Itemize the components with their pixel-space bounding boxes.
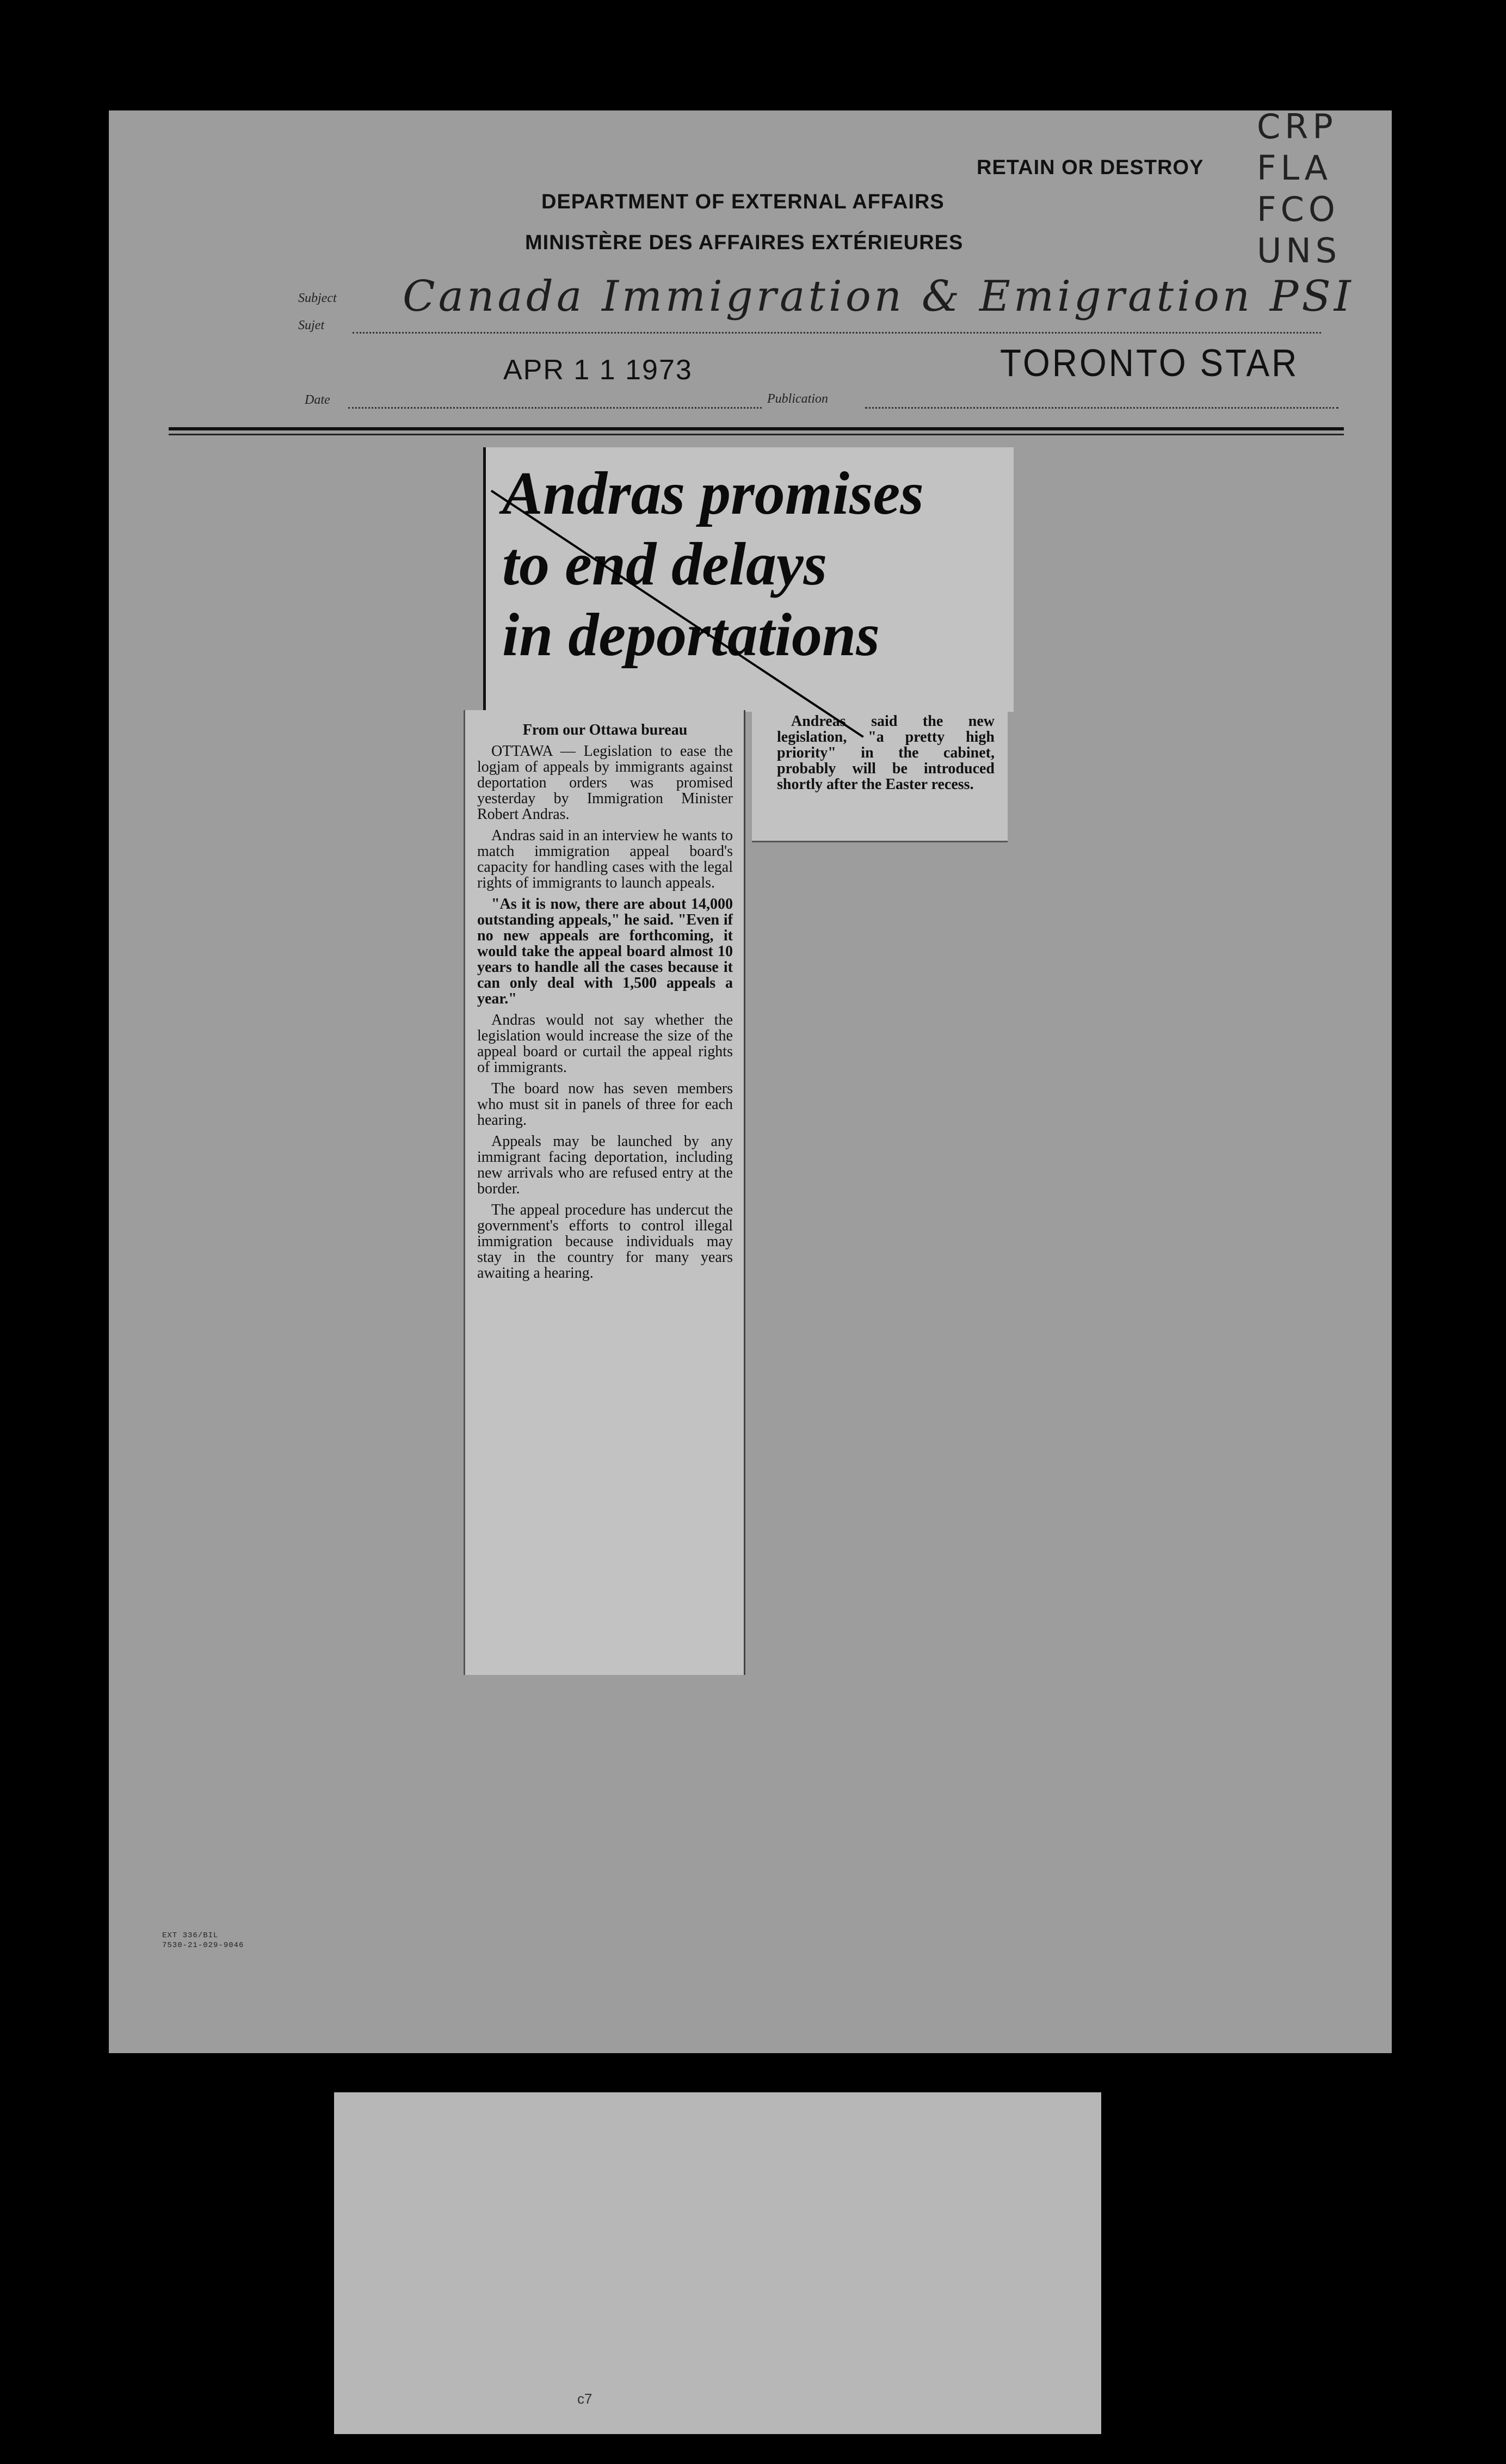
form-code (162, 1931, 244, 1950)
publication-label: Publication (767, 392, 828, 406)
clipping-form-sheet (109, 110, 1392, 2053)
article-headline (502, 458, 1008, 670)
headline-line: in deportations (502, 601, 880, 669)
header-rule-secondary (169, 434, 1344, 435)
date-line (348, 407, 762, 409)
article-paragraph: Appeals may be launched by any immigrant facing deportation, including new arrivals who are refused entry at the border. (477, 1133, 733, 1197)
slip-mark: c7 (577, 2391, 592, 2407)
form-code-line: EXT 336/BIL (162, 1931, 219, 1940)
article-paragraph: The appeal procedure has undercut the government's efforts to control illegal immigration because individuals may stay in the country for many years awaiting a hearing. (477, 1202, 733, 1282)
article-right-text (777, 713, 995, 798)
form-code-line: 7530-21-029-9046 (162, 1941, 244, 1950)
routing-codes (1257, 106, 1341, 272)
publication-stamp: TORONTO STAR (1000, 341, 1299, 385)
date-label: Date (305, 393, 330, 407)
subject-handwriting: Canada Immigration & Emigration PSI (403, 272, 1354, 321)
article-paragraph: Andras said in an interview he wants to match immigration appeal board's capacity for handling cases with the legal rights of immigrants to launch appeals. (477, 827, 733, 891)
article-paragraph: OTTAWA — Legislation to ease the logjam of appeals by immigrants against deportation orders was promised yesterday by Immigration Minister Robert Andras. (477, 743, 733, 823)
publication-line (865, 407, 1338, 409)
department-name-fr: MINISTÈRE DES AFFAIRES EXTÉRIEURES (525, 231, 964, 254)
department-name-en: DEPARTMENT OF EXTERNAL AFFAIRS (541, 190, 945, 213)
blank-slip (334, 2092, 1101, 2434)
article-paragraph: "As it is now, there are about 14,000 outstanding appeals," he said. "Even if no new appeals are forthcoming, it would take the appeal board almost 10 years to handle all the cases because it can only deal with 1,500 appeals a year." (477, 896, 733, 1007)
routing-code: FLA (1257, 148, 1332, 188)
article-paragraph: Andras would not say whether the legislation would increase the size of the appeal board or curtail the appeal rights of immigrants. (477, 1012, 733, 1076)
routing-code: FCO (1257, 189, 1340, 229)
article-paragraph: The board now has seven members who must sit in panels of three for each hearing. (477, 1080, 733, 1129)
article-byline: From our Ottawa bureau (522, 722, 688, 738)
headline-line: Andras promises (502, 460, 924, 527)
routing-code: CRP (1257, 107, 1337, 146)
article-paragraph: Andreas said the new legislation, "a pretty high priority" in the cabinet, probably will be introduced shortly after the Easter recess. (777, 713, 995, 793)
headline-line: to end delays (502, 531, 828, 598)
subject-label-fr: Sujet (298, 318, 324, 332)
routing-code: UNS (1257, 231, 1342, 270)
clipping-left-column (464, 710, 745, 1675)
retain-or-destroy-label: RETAIN OR DESTROY (977, 156, 1204, 179)
clipping-headline-block (483, 447, 1014, 712)
clipping-right-column (752, 710, 1008, 842)
subject-label: Subject (298, 291, 337, 305)
subject-line (353, 332, 1321, 334)
article-body (477, 722, 733, 1286)
date-stamp: APR 1 1 1973 (503, 354, 693, 386)
header-rule (169, 427, 1344, 430)
